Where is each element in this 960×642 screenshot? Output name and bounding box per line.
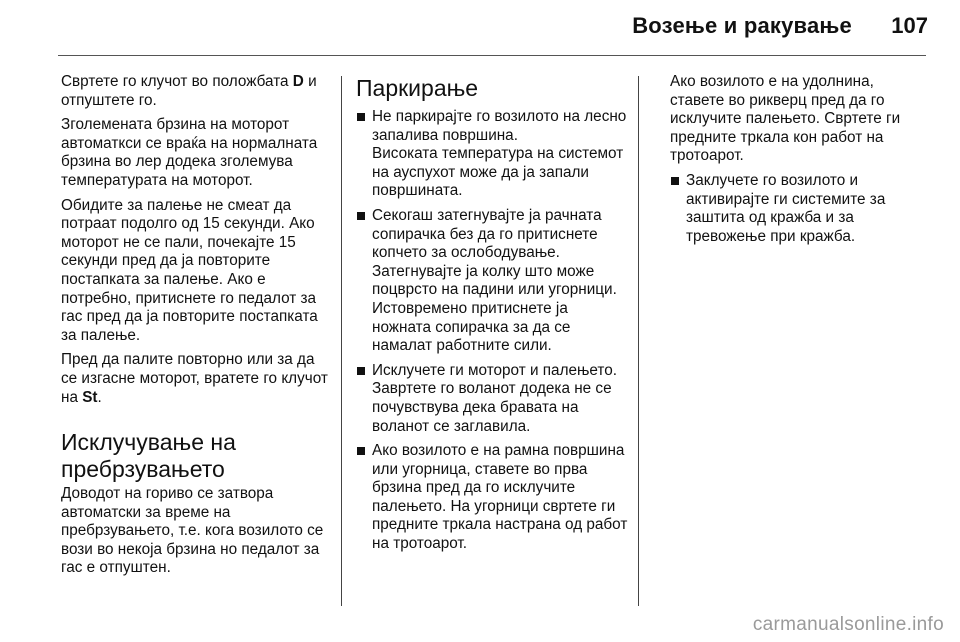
parking-list: [356, 108, 628, 554]
page-header: [0, 0, 960, 56]
header-rule: [58, 55, 926, 56]
list-item: Исклучете ги моторот и палењето. Завртете го воланот додека не се почувствува дека бравата на воланот се заглавила.: [356, 362, 628, 436]
column-divider-1: [341, 76, 342, 606]
list-item: Ако возилото е на рамна површина или угорница, ставете во прва брзина пред да го исклучите палењето. На угорници свртете ги предните тркала настрана од работ на тротоарот.: [356, 442, 628, 554]
paragraph-ignition-key: Свртете го клучот во положбата D и отпуштете го.: [61, 73, 317, 109]
section-heading-parking: Паркирање: [356, 75, 479, 101]
column-2: [356, 73, 628, 560]
paragraph-fuel-cutoff: Доводот на гориво се затвора автоматски за време на пребрзувањето, т.е. кога возилото се вози во некоја брзина но педалот за гас е отпуштен.: [61, 485, 324, 577]
column-divider-2: [638, 76, 639, 606]
chapter-title: Возење и ракување: [632, 13, 852, 38]
watermark: carmanualsonline.info: [752, 614, 944, 635]
column-3: [670, 73, 930, 252]
paragraph-start-attempts: Обидите за палење не смеат да потраат подолго од 15 секунди. Ако моторот не се пали, почекајте 15 секунди пред да ја повторите постапката за палење. Ако е потребно, притиснете го педалот за гас пред да ја повторите постапката за палење.: [61, 196, 318, 344]
list-item: Секогаш затегнувајте ја рачната сопирачка без да го притиснете копчето за ослободување. Затегнувајте ја колку што може поцврсто на падини или угорници. Истовремено притиснете ја ножната сопирачка за да се намалат работните сили.: [356, 207, 628, 356]
section-heading-overrun-cutoff: Исклучување на пребрзувањето: [61, 429, 236, 483]
paragraph-restart: Пред да палите повторно или за да се изгасне моторот, вратете го клучот на St.: [61, 351, 328, 406]
paragraph-downhill: Ако возилото е на удолнина, ставете во рикверц пред да го исклучите палењето. Свртете ги предните тркала кон работ на тротоарот.: [670, 73, 901, 165]
column-1: [61, 73, 333, 584]
list-item: Заклучете го возилото и активирајте ги системите за заштита од кражба и за тревожење при кражба.: [670, 172, 930, 246]
page-number: 107: [891, 13, 928, 38]
locking-list: [670, 172, 930, 246]
key-position-d: D: [292, 73, 304, 90]
paragraph-idle-speed: Зголемената брзина на моторот автоматкси се враќа на нормалната брзина во лер додека зголемува температурата на моторот.: [61, 116, 318, 189]
list-item: Не паркирајте го возилото на лесно запалива површина. Високата температура на системот на ауспухот може да ја запали површината.: [356, 108, 628, 201]
key-position-st: St: [82, 388, 98, 406]
